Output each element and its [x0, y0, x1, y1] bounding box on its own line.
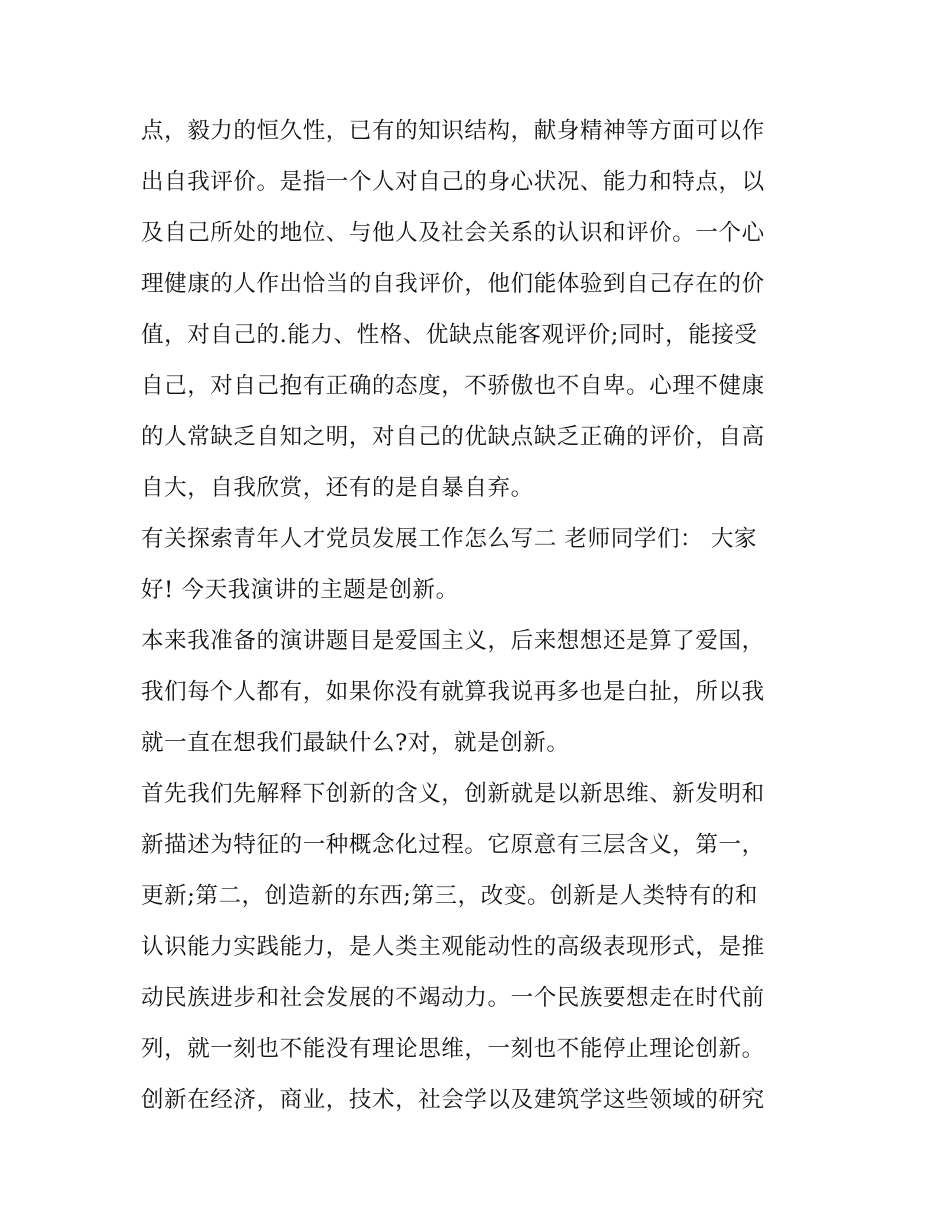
text-line: 首先我们先解释下创新的含义，创新就是以新思维、新发明和: [141, 781, 765, 807]
text-line: 及自己所处的地位、与他人及社会关系的认识和评价。一个心: [141, 220, 765, 246]
text-line: 就一直在想我们最缺什么?对，就是创新。: [141, 730, 570, 756]
text-line: 动民族进步和社会发展的不竭动力。一个民族要想走在时代前: [141, 985, 765, 1011]
text-line: 列，就一刻也不能没有理论思维，一刻也不能停止理论创新。: [141, 1036, 765, 1062]
text-line: 本来我准备的演讲题目是爱国主义，后来想想还是算了爱国，: [141, 628, 765, 654]
text-line: 出自我评价。是指一个人对自己的身心状况、能力和特点，以: [141, 169, 765, 195]
text-line: 更新;第二，创造新的东西;第三，改变。创新是人类特有的和: [141, 883, 758, 909]
text-line: 新描述为特征的一种概念化过程。它原意有三层含义，第一，: [141, 832, 765, 858]
section-heading-line: 有关探索青年人才党员发展工作怎么写二 老师同学们： 大家: [141, 526, 758, 552]
body-text: [141, 106, 813, 1126]
text-line: 认识能力实践能力，是人类主观能动性的高级表现形式，是推: [141, 934, 765, 960]
text-line: 理健康的人作出恰当的自我评价，他们能体验到自己存在的价: [141, 271, 765, 297]
text-line: 创新在经济，商业，技术，社会学以及建筑学这些领域的研究: [141, 1087, 765, 1113]
text-line: 自大，自我欣赏，还有的是自暴自弃。: [141, 475, 534, 501]
text-line: 自己，对自己抱有正确的态度，不骄傲也不自卑。心理不健康: [141, 373, 765, 399]
text-line: 我们每个人都有，如果你没有就算我说再多也是白扯，所以我: [141, 679, 765, 705]
text-line: 值，对自己的.能力、性格、优缺点能客观评价;同时，能接受: [141, 322, 758, 348]
text-line: 的人常缺乏自知之明，对自己的优缺点缺乏正确的评价，自高: [141, 424, 765, 450]
text-line: 点，毅力的恒久性，已有的知识结构，献身精神等方面可以作: [141, 118, 765, 144]
text-line: 好! 今天我演讲的主题是创新。: [141, 577, 459, 603]
